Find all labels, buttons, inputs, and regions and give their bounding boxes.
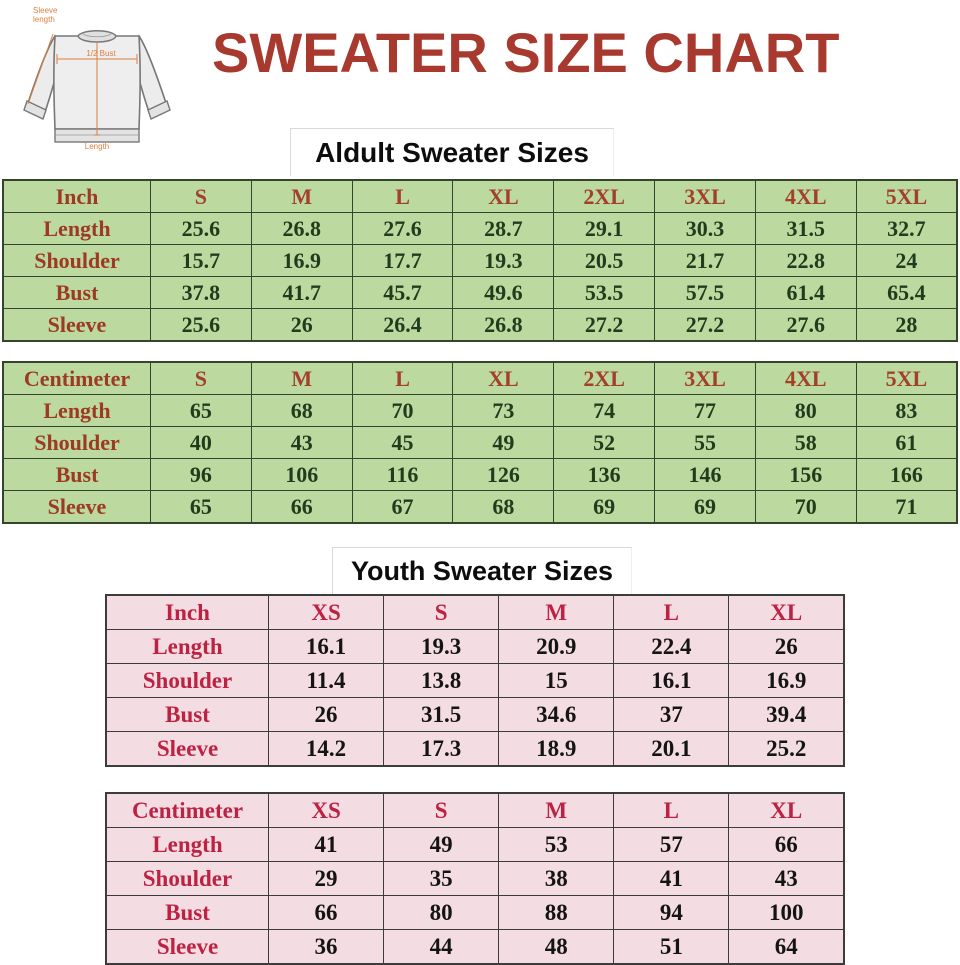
size-header-cell: L — [614, 793, 729, 828]
measure-value-cell: 20.5 — [554, 245, 655, 277]
measure-value-cell: 26 — [729, 630, 844, 664]
measure-value-cell: 70 — [352, 395, 453, 427]
size-header-cell: 2XL — [554, 362, 655, 395]
table-row — [106, 896, 844, 930]
measure-value-cell: 30.3 — [655, 213, 756, 245]
table-header-row — [3, 180, 957, 213]
measure-label-cell: Sleeve — [3, 491, 151, 524]
measure-value-cell: 65 — [151, 491, 252, 524]
measure-value-cell: 25.6 — [151, 309, 252, 342]
measure-value-cell: 41 — [614, 862, 729, 896]
measure-value-cell: 11.4 — [269, 664, 384, 698]
size-header-cell: XL — [453, 362, 554, 395]
measure-value-cell: 16.1 — [614, 664, 729, 698]
size-header-cell: 3XL — [655, 180, 756, 213]
measure-value-cell: 66 — [729, 828, 844, 862]
measure-label-cell: Sleeve — [106, 930, 269, 965]
measure-label-cell: Length — [106, 828, 269, 862]
size-header-cell: 5XL — [856, 362, 957, 395]
measure-value-cell: 156 — [755, 459, 856, 491]
measure-value-cell: 43 — [251, 427, 352, 459]
measure-value-cell: 16.1 — [269, 630, 384, 664]
measure-value-cell: 41.7 — [251, 277, 352, 309]
measure-value-cell: 25.2 — [729, 732, 844, 767]
measure-label-cell: Sleeve — [106, 732, 269, 767]
size-header-cell: XL — [729, 793, 844, 828]
youth-inch-table-container — [105, 594, 845, 767]
length-label: Length — [84, 142, 110, 151]
measure-value-cell: 37 — [614, 698, 729, 732]
measure-value-cell: 17.3 — [384, 732, 499, 767]
measure-value-cell: 66 — [269, 896, 384, 930]
measure-value-cell: 65.4 — [856, 277, 957, 309]
measure-value-cell: 16.9 — [251, 245, 352, 277]
measure-value-cell: 29 — [269, 862, 384, 896]
adult-centimeter-size-table — [2, 361, 958, 524]
measure-value-cell: 100 — [729, 896, 844, 930]
table-row — [106, 630, 844, 664]
measure-value-cell: 51 — [614, 930, 729, 965]
measure-value-cell: 22.4 — [614, 630, 729, 664]
measure-label-cell: Shoulder — [106, 862, 269, 896]
measure-value-cell: 68 — [251, 395, 352, 427]
youth-section-heading — [332, 547, 632, 594]
adult-section-heading — [290, 128, 614, 176]
size-header-cell: XS — [269, 793, 384, 828]
unit-header-cell: Inch — [106, 595, 269, 630]
measure-value-cell: 31.5 — [755, 213, 856, 245]
measure-value-cell: 32.7 — [856, 213, 957, 245]
measure-value-cell: 37.8 — [151, 277, 252, 309]
table-row — [106, 664, 844, 698]
youth-cm-table-container — [105, 792, 845, 965]
unit-header-cell: Centimeter — [3, 362, 151, 395]
measure-value-cell: 136 — [554, 459, 655, 491]
measure-value-cell: 38 — [499, 862, 614, 896]
table-row — [3, 427, 957, 459]
measure-value-cell: 15.7 — [151, 245, 252, 277]
table-row — [3, 245, 957, 277]
measure-value-cell: 19.3 — [384, 630, 499, 664]
size-header-cell: L — [614, 595, 729, 630]
size-header-cell: M — [499, 793, 614, 828]
measure-label-cell: Length — [3, 213, 151, 245]
measure-value-cell: 39.4 — [729, 698, 844, 732]
size-header-cell: 5XL — [856, 180, 957, 213]
measure-value-cell: 28 — [856, 309, 957, 342]
measure-value-cell: 74 — [554, 395, 655, 427]
measure-value-cell: 73 — [453, 395, 554, 427]
measure-label-cell: Bust — [106, 698, 269, 732]
measure-value-cell: 26 — [251, 309, 352, 342]
measure-value-cell: 83 — [856, 395, 957, 427]
measure-value-cell: 41 — [269, 828, 384, 862]
measure-value-cell: 25.6 — [151, 213, 252, 245]
measure-value-cell: 44 — [384, 930, 499, 965]
measure-value-cell: 94 — [614, 896, 729, 930]
measure-value-cell: 49 — [384, 828, 499, 862]
measure-value-cell: 15 — [499, 664, 614, 698]
measure-label-cell: Bust — [3, 459, 151, 491]
measure-value-cell: 16.9 — [729, 664, 844, 698]
sweater-drawing — [6, 2, 188, 160]
size-header-cell: M — [251, 180, 352, 213]
measure-value-cell: 21.7 — [655, 245, 756, 277]
measure-value-cell: 55 — [655, 427, 756, 459]
measure-value-cell: 45.7 — [352, 277, 453, 309]
size-header-cell: XL — [453, 180, 554, 213]
table-header-row — [3, 362, 957, 395]
measure-value-cell: 26.8 — [251, 213, 352, 245]
measure-value-cell: 106 — [251, 459, 352, 491]
table-row — [106, 862, 844, 896]
measure-value-cell: 43 — [729, 862, 844, 896]
table-row — [3, 277, 957, 309]
sweater-illustration — [6, 2, 188, 160]
measure-value-cell: 57 — [614, 828, 729, 862]
measure-value-cell: 20.1 — [614, 732, 729, 767]
size-header-cell: M — [251, 362, 352, 395]
measure-label-cell: Shoulder — [3, 245, 151, 277]
measure-value-cell: 69 — [554, 491, 655, 524]
measure-label-cell: Shoulder — [3, 427, 151, 459]
youth-section-heading-text: Youth Sweater Sizes — [350, 555, 614, 586]
measure-value-cell: 45 — [352, 427, 453, 459]
measure-value-cell: 53 — [499, 828, 614, 862]
measure-value-cell: 19.3 — [453, 245, 554, 277]
adult-inch-size-table — [2, 179, 958, 342]
measure-value-cell: 53.5 — [554, 277, 655, 309]
adult-section-heading-text: Aldult Sweater Sizes — [315, 136, 589, 168]
measure-value-cell: 36 — [269, 930, 384, 965]
measure-value-cell: 48 — [499, 930, 614, 965]
measure-value-cell: 64 — [729, 930, 844, 965]
measure-value-cell: 26.8 — [453, 309, 554, 342]
measure-value-cell: 31.5 — [384, 698, 499, 732]
measure-value-cell: 27.6 — [352, 213, 453, 245]
size-header-cell: S — [384, 793, 499, 828]
table-header-row — [106, 793, 844, 828]
measure-value-cell: 14.2 — [269, 732, 384, 767]
measure-value-cell: 67 — [352, 491, 453, 524]
adult-cm-table-container — [2, 361, 958, 524]
measure-value-cell: 58 — [755, 427, 856, 459]
table-header-row — [106, 595, 844, 630]
table-row — [106, 732, 844, 767]
measure-value-cell: 49.6 — [453, 277, 554, 309]
measure-value-cell: 146 — [655, 459, 756, 491]
measure-value-cell: 61.4 — [755, 277, 856, 309]
measure-value-cell: 20.9 — [499, 630, 614, 664]
unit-header-cell: Centimeter — [106, 793, 269, 828]
measure-value-cell: 34.6 — [499, 698, 614, 732]
measure-label-cell: Length — [106, 630, 269, 664]
measure-value-cell: 29.1 — [554, 213, 655, 245]
table-row — [3, 309, 957, 342]
measure-value-cell: 166 — [856, 459, 957, 491]
measure-label-cell: Shoulder — [106, 664, 269, 698]
table-row — [3, 459, 957, 491]
measure-label-cell: Bust — [3, 277, 151, 309]
measure-value-cell: 69 — [655, 491, 756, 524]
adult-inch-table-container — [2, 179, 958, 342]
sleeve-length-label: Sleeve — [33, 6, 58, 15]
table-row — [106, 698, 844, 732]
size-header-cell: L — [352, 362, 453, 395]
sleeve-length-label-2: length — [33, 15, 55, 24]
measure-value-cell: 68 — [453, 491, 554, 524]
size-header-cell: 4XL — [755, 362, 856, 395]
table-row — [3, 395, 957, 427]
size-header-cell: M — [499, 595, 614, 630]
measure-value-cell: 80 — [384, 896, 499, 930]
youth-centimeter-size-table — [105, 792, 845, 965]
measure-value-cell: 26.4 — [352, 309, 453, 342]
measure-value-cell: 80 — [755, 395, 856, 427]
half-bust-label: 1/2 Bust — [86, 49, 116, 58]
measure-value-cell: 27.6 — [755, 309, 856, 342]
measure-value-cell: 24 — [856, 245, 957, 277]
measure-value-cell: 49 — [453, 427, 554, 459]
table-row — [106, 930, 844, 965]
table-row — [106, 828, 844, 862]
measure-value-cell: 27.2 — [655, 309, 756, 342]
measure-value-cell: 13.8 — [384, 664, 499, 698]
size-header-cell: XS — [269, 595, 384, 630]
measure-value-cell: 22.8 — [755, 245, 856, 277]
measure-value-cell: 52 — [554, 427, 655, 459]
measure-value-cell: 17.7 — [352, 245, 453, 277]
measure-label-cell: Length — [3, 395, 151, 427]
size-header-cell: L — [352, 180, 453, 213]
measure-value-cell: 40 — [151, 427, 252, 459]
measure-value-cell: 71 — [856, 491, 957, 524]
size-header-cell: S — [384, 595, 499, 630]
size-header-cell: 2XL — [554, 180, 655, 213]
measure-value-cell: 28.7 — [453, 213, 554, 245]
measure-value-cell: 88 — [499, 896, 614, 930]
table-row — [3, 213, 957, 245]
measure-value-cell: 70 — [755, 491, 856, 524]
measure-value-cell: 35 — [384, 862, 499, 896]
unit-header-cell: Inch — [3, 180, 151, 213]
measure-value-cell: 96 — [151, 459, 252, 491]
measure-value-cell: 77 — [655, 395, 756, 427]
measure-value-cell: 18.9 — [499, 732, 614, 767]
page-title: SWEATER SIZE CHART — [212, 21, 840, 84]
size-header-cell: 3XL — [655, 362, 756, 395]
measure-value-cell: 65 — [151, 395, 252, 427]
size-header-cell: S — [151, 362, 252, 395]
measure-label-cell: Sleeve — [3, 309, 151, 342]
table-row — [3, 491, 957, 524]
measure-value-cell: 57.5 — [655, 277, 756, 309]
measure-value-cell: 116 — [352, 459, 453, 491]
measure-value-cell: 27.2 — [554, 309, 655, 342]
youth-inch-size-table — [105, 594, 845, 767]
size-header-cell: XL — [729, 595, 844, 630]
size-header-cell: S — [151, 180, 252, 213]
measure-value-cell: 61 — [856, 427, 957, 459]
measure-value-cell: 66 — [251, 491, 352, 524]
measure-label-cell: Bust — [106, 896, 269, 930]
measure-value-cell: 26 — [269, 698, 384, 732]
size-header-cell: 4XL — [755, 180, 856, 213]
measure-value-cell: 126 — [453, 459, 554, 491]
